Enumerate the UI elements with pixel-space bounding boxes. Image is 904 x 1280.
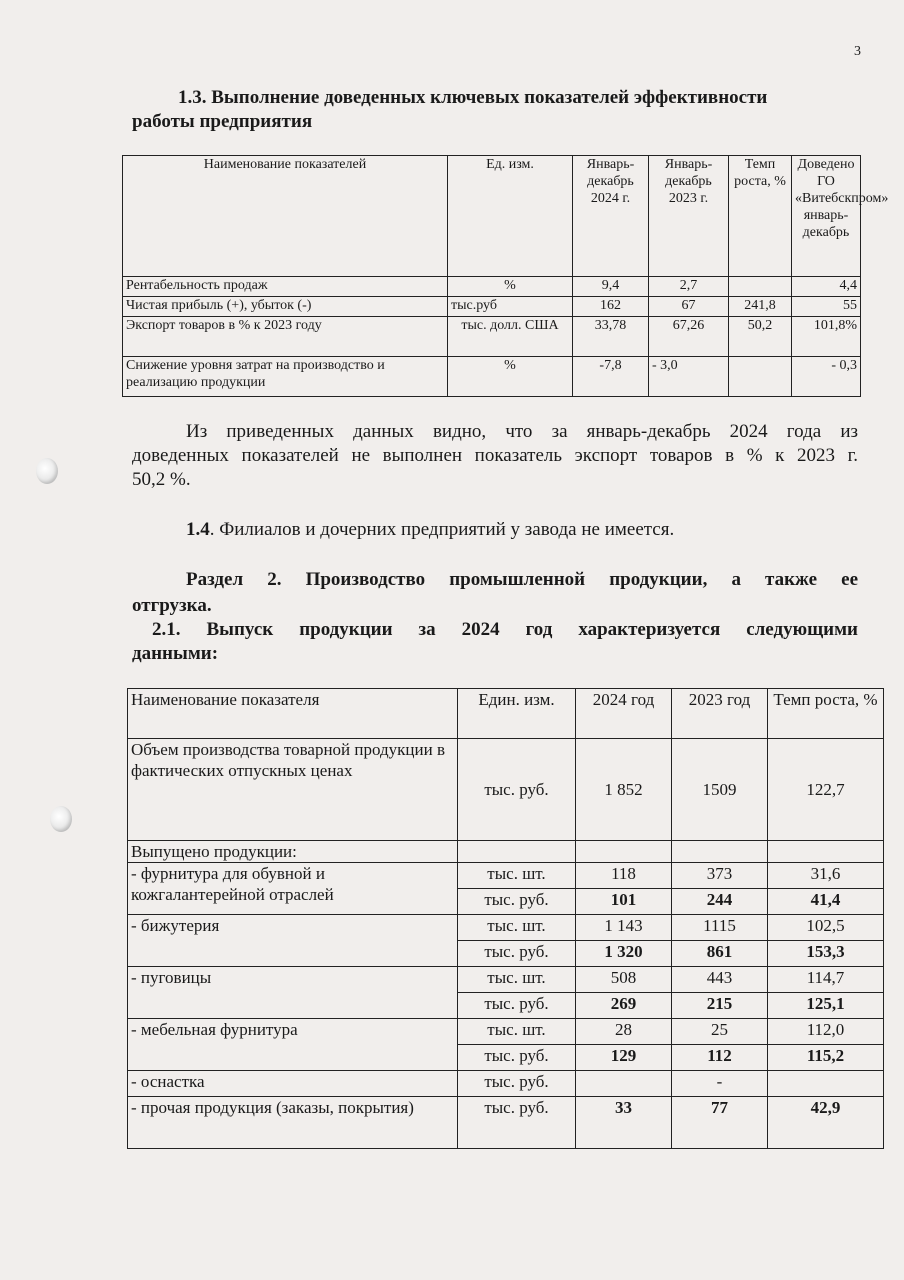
prod-rate: 153,3 [768,941,884,967]
kpi-cell-name: Чистая прибыль (+), убыток (-) [123,297,448,317]
prod-bizhuteriya-name: - бижутерия [128,915,458,967]
prod-2023: 25 [672,1019,768,1045]
prod-pugovicy-name: - пуговицы [128,967,458,1019]
prod-unit: тыс. руб. [458,1071,576,1097]
section-1-3-heading-line1: 1.3. Выполнение доведенных ключевых показателей эффективности [178,87,768,108]
prod-2023: - [672,1071,768,1097]
kpi-cell-rate: 50,2 [729,317,792,357]
prod-prochaya-name: - прочая продукция (заказы, покрытия) [128,1097,458,1149]
prod-2024: 1 143 [576,915,672,941]
prod-rate: 42,9 [768,1097,884,1149]
kpi-cell-name: Снижение уровня затрат на производство и реализацию продукции [123,357,448,397]
section-2-1-line2: данными: [132,643,219,664]
prod-rate [768,1071,884,1097]
conclusion-line2: доведенных показателей не выполнен показатель экспорт товаров в % к 2023 г. [132,445,858,466]
prod-header-unit: Един. изм. [458,689,576,739]
prod-unit: тыс. шт. [458,1019,576,1045]
prod-mebel-name: - мебельная фурнитура [128,1019,458,1071]
prod-unit: тыс. шт. [458,863,576,889]
kpi-cell-2023: 67,26 [649,317,729,357]
kpi-cell-unit: тыс.руб [448,297,573,317]
kpi-cell-2023: 67 [649,297,729,317]
table-row [123,317,861,357]
prod-2024: 508 [576,967,672,993]
prod-header-rate: Темп роста, % [768,689,884,739]
prod-2024: 269 [576,993,672,1019]
kpi-cell-name: Рентабельность продаж [123,277,448,297]
prod-2024: 1 320 [576,941,672,967]
kpi-header-2024: Январь-декабрь 2024 г. [573,156,649,277]
prod-2023: 1115 [672,915,768,941]
section-1-4-number: 1.4 [186,519,210,540]
kpi-header-target: Доведено ГО «Витебскпром» январь-декабрь [792,156,861,277]
kpi-header-name: Наименование показателей [123,156,448,277]
prod-2023: 373 [672,863,768,889]
kpi-cell-2024: 9,4 [573,277,649,297]
kpi-header-unit: Ед. изм. [448,156,573,277]
kpi-cell-name: Экспорт товаров в % к 2023 году [123,317,448,357]
table-row [128,863,884,889]
table-row [128,1071,884,1097]
prod-unit: тыс. руб. [458,1045,576,1071]
kpi-cell-2023: 2,7 [649,277,729,297]
prod-2024: 33 [576,1097,672,1149]
prod-2024: 118 [576,863,672,889]
prod-volume-unit: тыс. руб. [458,739,576,841]
kpi-cell-2023: - 3,0 [649,357,729,397]
table-row [128,967,884,993]
prod-osnastka-name: - оснастка [128,1071,458,1097]
table-row [123,357,861,397]
prod-2023: 443 [672,967,768,993]
conclusion-line1: Из приведенных данных видно, что за январь-декабрь 2024 года из [186,421,858,442]
prod-rate: 102,5 [768,915,884,941]
kpi-table-header [123,156,861,277]
prod-unit: тыс. шт. [458,915,576,941]
prod-header-2023: 2023 год [672,689,768,739]
kpi-header-2023: Январь-декабрь 2023 г. [649,156,729,277]
prod-furnitura-name: - фурнитура для обувной и кожгалантерейной отраслей [128,863,458,915]
table-row [128,1019,884,1045]
section-2-1-line1: 2.1. Выпуск продукции за 2024 год характеризуется следующими [152,619,858,640]
table-row [128,1097,884,1149]
kpi-cell-rate: 241,8 [729,297,792,317]
table-row [128,915,884,941]
kpi-cell-rate [729,357,792,397]
kpi-cell-target: 55 [792,297,861,317]
prod-2023: 215 [672,993,768,1019]
prod-unit: тыс. руб. [458,993,576,1019]
prod-header-2024: 2024 год [576,689,672,739]
prod-header-name: Наименование показателя [128,689,458,739]
section-1-3-heading-line2: работы предприятия [132,111,313,132]
prod-rate: 41,4 [768,889,884,915]
kpi-cell-target: 101,8% [792,317,861,357]
prod-2024: 28 [576,1019,672,1045]
conclusion-line3: 50,2 %. [132,469,191,490]
prod-2024: 129 [576,1045,672,1071]
page-number: 3 [854,44,861,59]
prod-produced-label: Выпущено продукции: [128,841,458,863]
prod-volume-2023: 1509 [672,739,768,841]
prod-2023: 244 [672,889,768,915]
kpi-table [122,155,889,397]
prod-rate: 115,2 [768,1045,884,1071]
table-row [123,277,861,297]
table-row [128,739,884,841]
kpi-cell-2024: 162 [573,297,649,317]
table-row [128,841,884,863]
table-row [123,297,861,317]
prod-volume-2024: 1 852 [576,739,672,841]
production-table [127,688,884,1149]
prod-volume-name: Объем производства товарной продукции в фактических отпускных ценах [128,739,458,841]
kpi-cell-unit: тыс. долл. США [448,317,573,357]
prod-2024: 101 [576,889,672,915]
prod-unit: тыс. руб. [458,941,576,967]
section-1-4-text: . Филиалов и дочерних предприятий у завода не имеется. [209,519,675,540]
prod-2023: 112 [672,1045,768,1071]
prod-rate: 125,1 [768,993,884,1019]
kpi-cell-unit: % [448,277,573,297]
punch-hole-top [36,458,58,484]
kpi-cell-target: 4,4 [792,277,861,297]
section-2-heading-line2: отгрузка. [132,595,212,616]
prod-unit: тыс. руб. [458,1097,576,1149]
production-table-header [128,689,884,739]
kpi-header-rate: Темп роста, % [729,156,792,277]
kpi-cell-2024: 33,78 [573,317,649,357]
prod-rate: 112,0 [768,1019,884,1045]
kpi-cell-unit: % [448,357,573,397]
prod-2024 [576,1071,672,1097]
prod-rate: 114,7 [768,967,884,993]
prod-2023: 77 [672,1097,768,1149]
prod-rate: 31,6 [768,863,884,889]
prod-unit: тыс. шт. [458,967,576,993]
prod-unit: тыс. руб. [458,889,576,915]
section-2-heading-line1: Раздел 2. Производство промышленной продукции, а также ее [186,569,858,590]
punch-hole-bottom [50,806,72,832]
kpi-cell-2024: -7,8 [573,357,649,397]
prod-2023: 861 [672,941,768,967]
prod-volume-rate: 122,7 [768,739,884,841]
kpi-cell-rate [729,277,792,297]
kpi-cell-target: - 0,3 [792,357,861,397]
section-1-4 [186,518,858,542]
